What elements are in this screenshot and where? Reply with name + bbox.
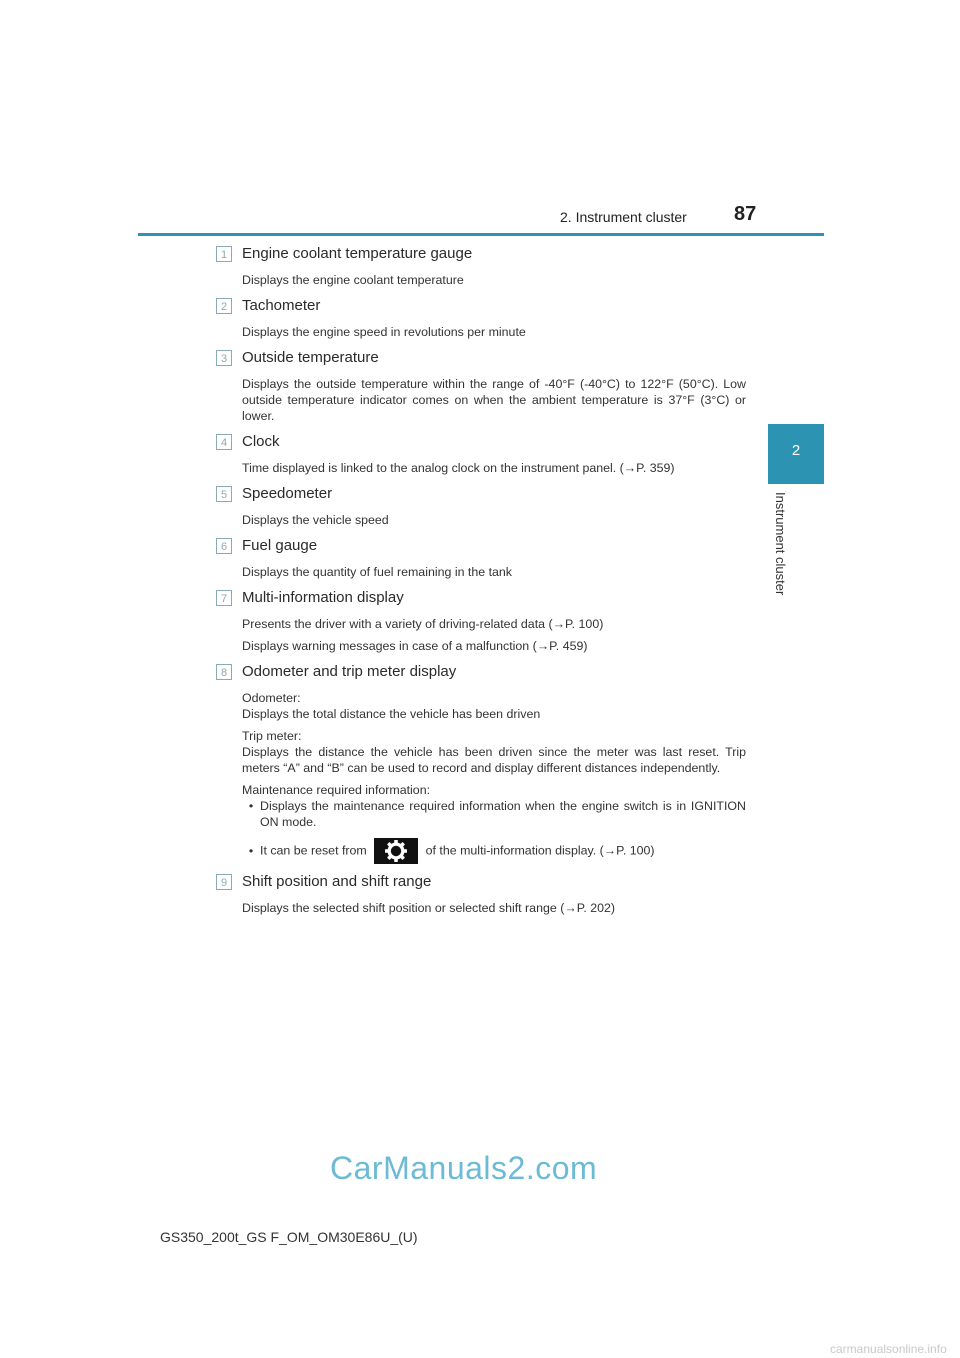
item-title: Outside temperature bbox=[242, 349, 379, 366]
list-item bbox=[216, 432, 746, 476]
bullet-dot: • bbox=[248, 844, 254, 858]
list-item bbox=[216, 484, 746, 528]
item-description bbox=[242, 690, 746, 864]
section-title: 2. Instrument cluster bbox=[560, 209, 687, 225]
item-description: Displays the selected shift position or selected shift range (→P. 202) bbox=[242, 901, 616, 915]
description-line: Presents the driver with a variety of driving-related data (→P. 100) bbox=[242, 617, 604, 631]
gear-icon bbox=[374, 838, 418, 864]
item-number-badge: 7 bbox=[216, 590, 232, 606]
page-number: 87 bbox=[734, 203, 757, 225]
list-item bbox=[216, 348, 746, 424]
item-title: Fuel gauge bbox=[242, 537, 318, 554]
bullet-dot: • bbox=[248, 799, 254, 813]
trip-meter-label: Trip meter: bbox=[242, 729, 302, 743]
trip-meter-description: Displays the distance the vehicle has been driven since the meter was last reset. Trip meters “A” and “B” can be used to record and display different distances independently. bbox=[242, 745, 746, 775]
item-number-badge: 8 bbox=[216, 664, 232, 680]
list-item bbox=[216, 536, 746, 580]
item-number-badge: 4 bbox=[216, 434, 232, 450]
odometer-description: Displays the total distance the vehicle has been driven bbox=[242, 707, 541, 721]
item-number-badge: 6 bbox=[216, 538, 232, 554]
chapter-number: 2 bbox=[791, 442, 801, 459]
item-description: Displays the quantity of fuel remaining in the tank bbox=[242, 565, 512, 579]
item-title: Shift position and shift range bbox=[242, 873, 432, 890]
item-description: Displays the engine speed in revolutions per minute bbox=[242, 325, 526, 339]
item-number-badge: 3 bbox=[216, 350, 232, 366]
bullet-text-before: It can be reset from bbox=[260, 843, 367, 858]
item-title: Odometer and trip meter display bbox=[242, 663, 457, 680]
chapter-label: Instrument cluster bbox=[773, 492, 788, 596]
bullet-item bbox=[242, 838, 746, 864]
item-description: Displays the engine coolant temperature bbox=[242, 273, 464, 287]
list-item bbox=[216, 244, 746, 288]
item-title: Engine coolant temperature gauge bbox=[242, 245, 473, 262]
item-number-badge: 2 bbox=[216, 298, 232, 314]
item-title: Tachometer bbox=[242, 297, 321, 314]
odometer-label: Odometer: bbox=[242, 691, 301, 705]
watermark-logo: CarManuals2.com bbox=[330, 1150, 598, 1186]
item-number-badge: 5 bbox=[216, 486, 232, 502]
item-title: Clock bbox=[242, 433, 280, 450]
chapter-side-label bbox=[760, 492, 800, 612]
item-description: Time displayed is linked to the analog clock on the instrument panel. (→P. 359) bbox=[242, 461, 675, 475]
bullet-text: Displays the maintenance required information when the engine switch is in IGNITION ON mode. bbox=[260, 799, 746, 829]
maintenance-label: Maintenance required information: bbox=[242, 783, 431, 797]
item-description: Displays the outside temperature within the range of -40°F (-40°C) to 122°F (50°C). Low outside temperature indicator comes on when the ambient temperature is 37°F (3°C) or lower. bbox=[242, 377, 746, 423]
bullet-text bbox=[260, 838, 746, 864]
item-description bbox=[242, 616, 746, 654]
item-title: Speedometer bbox=[242, 485, 333, 502]
item-description: Displays the vehicle speed bbox=[242, 513, 389, 527]
document-code: GS350_200t_GS F_OM_OM30E86U_(U) bbox=[160, 1229, 418, 1245]
list-item bbox=[216, 296, 746, 340]
description-line: Displays warning messages in case of a malfunction (→P. 459) bbox=[242, 639, 588, 653]
chapter-tab bbox=[768, 424, 824, 484]
item-number-badge: 1 bbox=[216, 246, 232, 262]
list-item bbox=[216, 588, 746, 654]
bullet-text-after: of the multi-information display. (→P. 100) bbox=[425, 843, 655, 858]
list-item bbox=[216, 872, 746, 916]
header-rule bbox=[138, 233, 824, 236]
site-watermark: carmanualsonline.info bbox=[830, 1342, 947, 1356]
item-title: Multi-information display bbox=[242, 589, 404, 606]
list-item bbox=[216, 662, 746, 864]
item-list bbox=[216, 244, 746, 924]
bullet-item bbox=[242, 798, 746, 830]
item-number-badge: 9 bbox=[216, 874, 232, 890]
